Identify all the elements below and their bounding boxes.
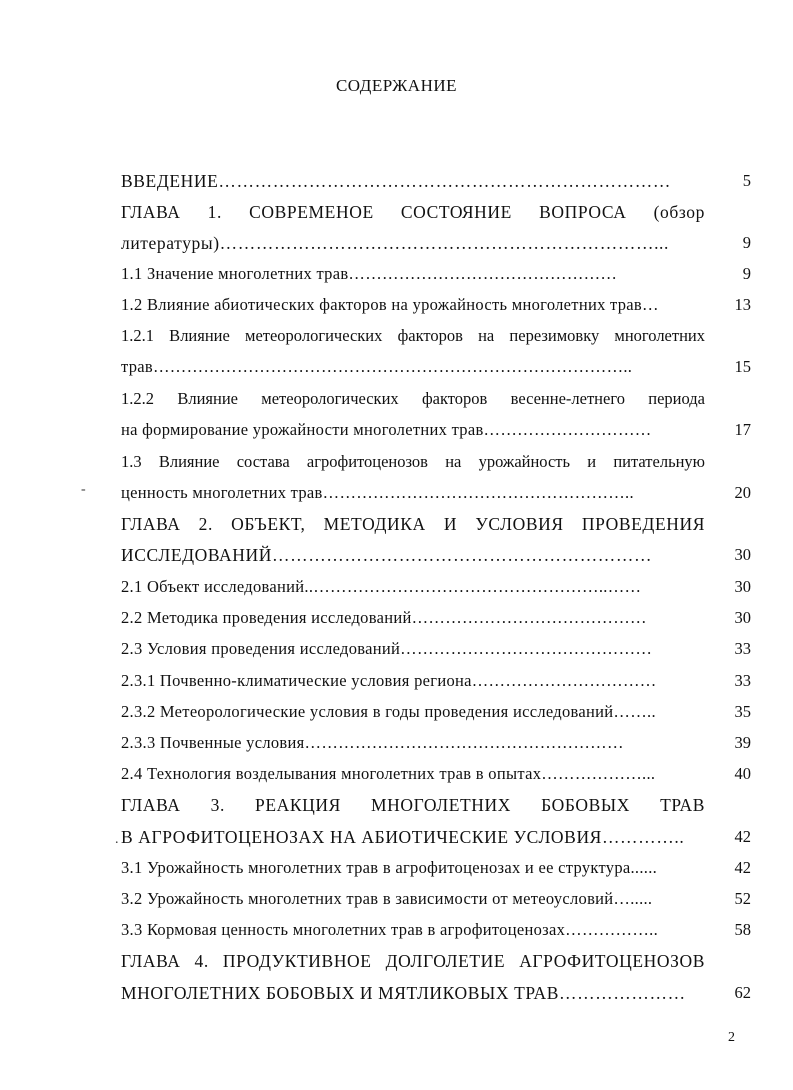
toc-entry-page: 9 <box>742 264 751 283</box>
toc-entry-page: 52 <box>734 889 751 908</box>
toc-entry-title: 3.1 Урожайность многолетних трав в агрофитоценозах и ее структура...... <box>121 858 658 877</box>
toc-entry-page: 20 <box>734 483 751 502</box>
toc-entry-title: 3.3 Кормовая ценность многолетних трав в агрофитоценозах…………….. <box>121 920 659 939</box>
toc-entry-title-line: ГЛАВА 3. РЕАКЦИЯ МНОГОЛЕТНИХ БОБОВЫХ ТРАВ <box>121 795 705 815</box>
toc-entry-page: 5 <box>742 171 751 190</box>
toc-entry-title: 2.1 Объект исследований..……………………………………………..…… <box>121 577 642 596</box>
toc-entry-title-line: ГЛАВА 2. ОБЪЕКТ, МЕТОДИКА И УСЛОВИЯ ПРОВЕДЕНИЯ <box>121 514 705 534</box>
toc-entry-title-line: 1.3 Влияние состава агрофитоценозов на урожайность и питательную <box>121 452 705 471</box>
margin-mark: - <box>81 482 86 497</box>
toc-entry-title: 2.2 Методика проведения исследований…………………………………… <box>121 608 647 627</box>
toc-entry-title: трав………………………………………………………………………….. <box>121 357 633 376</box>
toc-entry-page: 13 <box>734 295 751 314</box>
toc-entry-title: 3.2 Урожайность многолетних трав в зависимости от метеоусловий…..... <box>121 889 653 908</box>
toc-entry-title: 2.3.1 Почвенно-климатические условия региона…………………………… <box>121 671 657 690</box>
toc-entry-title: 1.2 Влияние абиотических факторов на урожайность многолетних трав… <box>121 295 659 314</box>
toc-entry-page: 39 <box>734 733 751 752</box>
toc-entry-title: ВВЕДЕНИЕ………………………………………………………………… <box>121 171 671 191</box>
toc-entry-title: на формирование урожайности многолетних трав………………………… <box>121 420 652 439</box>
toc-entry-page: 30 <box>734 545 751 564</box>
toc-entry-page: 40 <box>734 764 751 783</box>
toc-entry-title: В АГРОФИТОЦЕНОЗАХ НА АБИОТИЧЕСКИЕ УСЛОВИЯ………….. <box>121 827 685 847</box>
toc-entry-title: ИССЛЕДОВАНИЙ……………………………………………………… <box>121 545 653 565</box>
page-title: СОДЕРЖАНИЕ <box>335 76 458 95</box>
toc-entry-page: 42 <box>734 827 751 846</box>
toc-entry-title: 2.3.2 Метеорологические условия в годы проведения исследований…….. <box>121 702 656 721</box>
toc-entry-page: 33 <box>734 671 751 690</box>
page-number: 2 <box>728 1030 735 1045</box>
margin-mark: . <box>115 832 119 847</box>
toc-entry-title: МНОГОЛЕТНИХ БОБОВЫХ И МЯТЛИКОВЫХ ТРАВ………………… <box>121 983 686 1003</box>
toc-entry-page: 30 <box>734 608 751 627</box>
toc-entry-title: 2.3 Условия проведения исследований……………………………………… <box>121 639 653 658</box>
toc-entry-page: 62 <box>734 983 751 1002</box>
toc-entry-page: 58 <box>734 920 751 939</box>
toc-entry-page: 33 <box>734 639 751 658</box>
toc-entry-page: 9 <box>742 233 751 252</box>
toc-entry-page: 35 <box>734 702 751 721</box>
toc-entry-title: литературы)………………………………………………………………... <box>121 233 670 253</box>
toc-entry-page: 42 <box>734 858 751 877</box>
toc-entry-title: 2.3.3 Почвенные условия………………………………………………… <box>121 733 624 752</box>
toc-entry-title: 1.1 Значение многолетних трав………………………………………… <box>121 264 618 283</box>
toc-entry-page: 17 <box>734 420 751 439</box>
toc-entry-page: 30 <box>734 577 751 596</box>
toc-entry-title-line: 1.2.2 Влияние метеорологических факторов весенне-летнего периода <box>121 389 705 408</box>
toc-entry-page: 15 <box>734 357 751 376</box>
toc-entry-title-line: ГЛАВА 1. СОВРЕМЕНОЕ СОСТОЯНИЕ ВОПРОСА (обзор <box>121 202 705 222</box>
toc-entry-title: ценность многолетних трав……………………………………………….. <box>121 483 634 502</box>
toc-entry-title: 2.4 Технология возделывания многолетних трав в опытах………………... <box>121 764 656 783</box>
toc-entry-title-line: 1.2.1 Влияние метеорологических факторов на перезимовку многолетних <box>121 326 705 345</box>
toc-entry-title-line: ГЛАВА 4. ПРОДУКТИВНОЕ ДОЛГОЛЕТИЕ АГРОФИТОЦЕНОЗОВ <box>121 951 705 971</box>
